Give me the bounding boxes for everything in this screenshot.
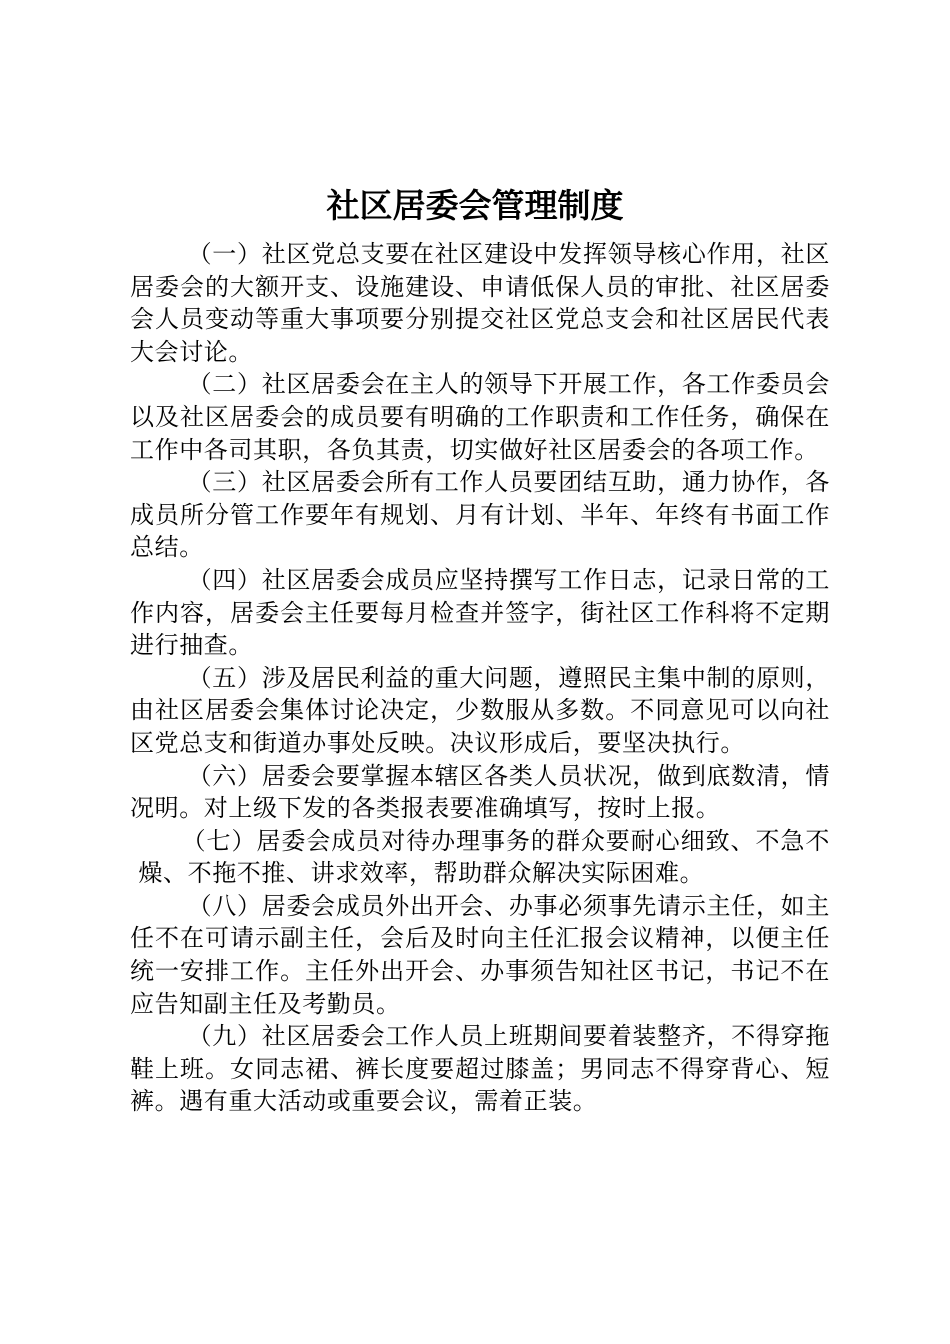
paragraph-8: （八）居委会成员外出开会、办事必须事先请示主任，如主任不在可请示副主任，会后及时向主任汇报会议精神，以便主任统一安排工作。主任外出开会、办事须告知社区书记，书记不在应告知副主任及考勤员。 [130, 891, 830, 1018]
paragraph-6: （六）居委会要掌握本辖区各类人员状况，做到底数清，情况明。对上级下发的各类报表要准确填写，按时上报。 [130, 761, 830, 823]
paragraph-7: （七）居委会成员对待办理事务的群众要耐心细致、不急不燥、不拖不推、讲求效率，帮助群众解决实际困难。 [138, 826, 830, 888]
paragraph-5: （五）涉及居民利益的重大问题，遵照民主集中制的原则，由社区居委会集体讨论决定，少数服从多数。不同意见可以向社区党总支和街道办事处反映。决议形成后，要坚决执行。 [130, 663, 830, 757]
document-title: 社区居委会管理制度 [326, 186, 624, 225]
paragraph-1: （一）社区党总支要在社区建设中发挥领导核心作用，社区居委会的大额开支、设施建设、申请低保人员的审批、社区居委会人员变动等重大事项要分别提交社区党总支会和社区居民代表大会讨论。 [130, 240, 830, 366]
paragraph-4: （四）社区居委会成员应坚持撰写工作日志，记录日常的工作内容，居委会主任要每月检查并签字，街社区工作科将不定期进行抽查。 [130, 565, 830, 660]
paragraph-9: （九）社区居委会工作人员上班期间要着装整齐，不得穿拖鞋上班。女同志裙、裤长度要超过膝盖；男同志不得穿背心、短裤。遇有重大活动或重要会议，需着正装。 [130, 1022, 830, 1116]
paragraph-2: （二）社区居委会在主人的领导下开展工作，各工作委员会以及社区居委会的成员要有明确的工作职责和工作任务，确保在工作中各司其职，各负其责，切实做好社区居委会的各项工作。 [130, 370, 830, 464]
document-body [130, 238, 830, 1118]
paragraph-3: （三）社区居委会所有工作人员要团结互助，通力协作，各成员所分管工作要年有规划、月有计划、半年、年终有书面工作总结。 [130, 468, 830, 562]
